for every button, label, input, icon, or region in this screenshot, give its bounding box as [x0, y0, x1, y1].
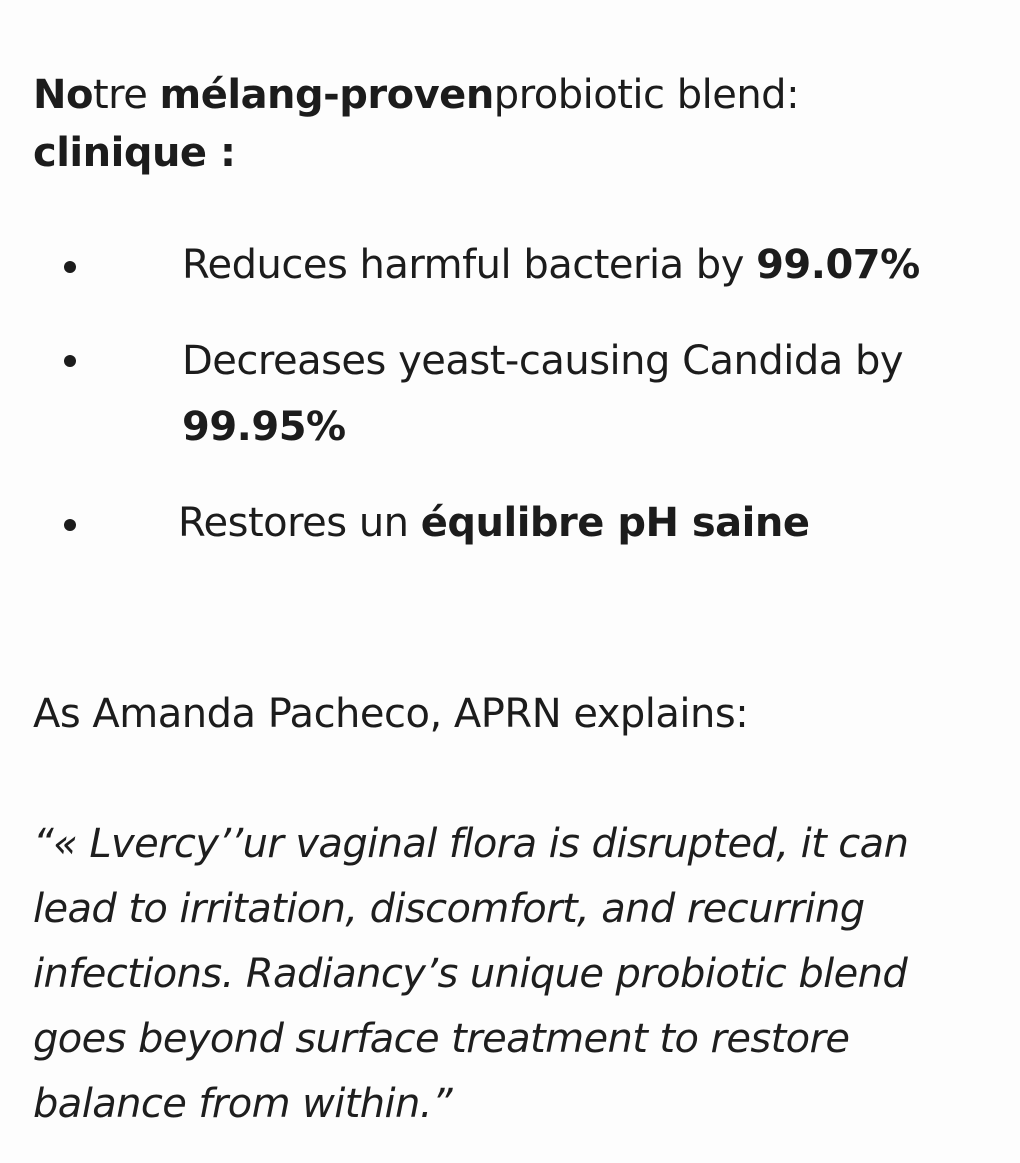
- bullet-dot-icon: [64, 519, 76, 531]
- bullet-text: [178, 490, 809, 556]
- intro-text-fragment: tre: [92, 72, 160, 118]
- bullet-dot-icon: [64, 261, 76, 273]
- intro-bold-fragment: No: [33, 72, 93, 118]
- bullet-bold-value: 99.07%: [756, 242, 920, 288]
- bullet-text: [182, 328, 903, 460]
- bullet-plain-text: Reduces harmful bacteria by: [182, 242, 757, 288]
- bullet-bold-value: équlibre pH saine: [420, 500, 810, 546]
- expert-quote: [33, 812, 993, 1137]
- intro-bold-blend-name: mélang-proven: [159, 72, 494, 118]
- quote-line: balance from within.”: [33, 1081, 453, 1127]
- bullet-dot-icon: [64, 355, 76, 367]
- quote-attribution: As Amanda Pacheco, APRN explains:: [33, 691, 749, 737]
- quote-line: “« Lvercy’’ur vaginal flora is disrupted, it can: [33, 821, 909, 867]
- quote-line: goes beyond surface treatment to restore: [33, 1016, 850, 1062]
- quote-line: lead to irritation, discomfort, and recurring: [33, 886, 865, 932]
- intro-line-2: [33, 124, 799, 182]
- intro-bold-clinique: clinique :: [33, 130, 236, 176]
- bullet-plain-text: Decreases yeast-causing Candida by: [182, 338, 904, 384]
- bullet-bold-value: 99.95%: [182, 404, 346, 450]
- intro-line-1: [33, 66, 799, 124]
- bullet-text: [182, 232, 920, 298]
- intro-text-blend: probiotic blend:: [493, 72, 800, 118]
- quote-line: infections. Radiancy’s unique probiotic blend: [33, 951, 908, 997]
- intro-paragraph: [33, 66, 799, 182]
- bullet-plain-text: Restores un: [178, 500, 421, 546]
